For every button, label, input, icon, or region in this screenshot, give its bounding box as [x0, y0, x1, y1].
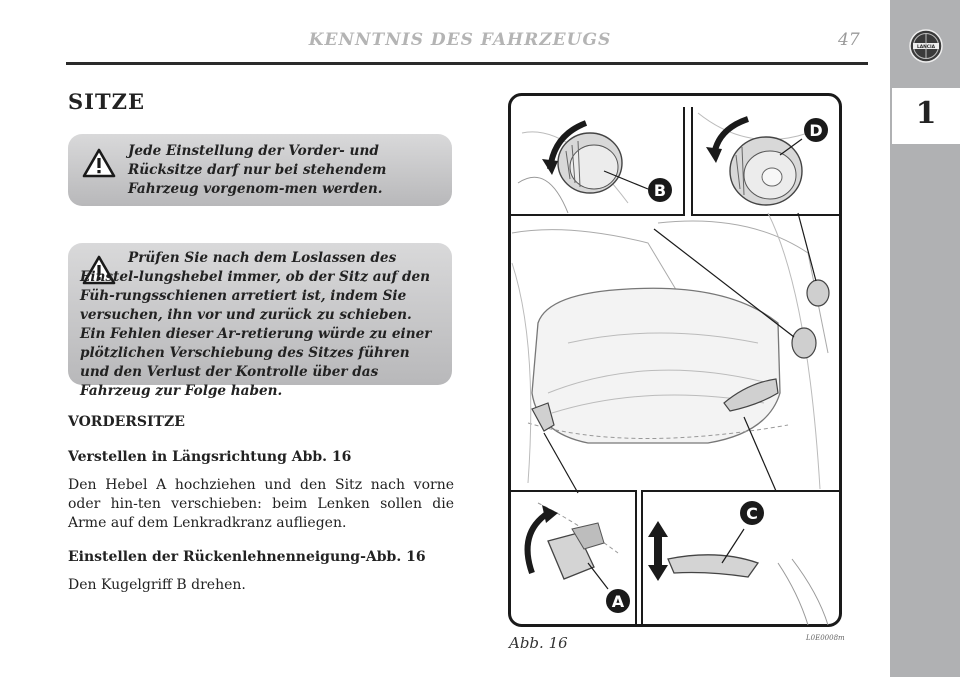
logo-text: LANCIA — [916, 45, 936, 50]
paragraph-length-adjust: Den Hebel A hochziehen und den Sitz nach vorne oder hin-ten verschieben: beim Lenken sollen die Arme auf dem Lenkradkranz aufliegen. — [68, 477, 454, 531]
section-title: SITZE — [68, 89, 145, 114]
warning-box — [68, 134, 452, 206]
callout-a-label: A — [611, 592, 625, 611]
paragraph-backrest: Den Kugelgriff B drehen. — [68, 577, 246, 593]
callout-c — [740, 501, 764, 525]
callout-d — [804, 118, 828, 142]
warning-box — [68, 243, 452, 399]
warning-text: Jede Einstellung der Vorder- und Rücksitze darf nur bei stehendem Fahrzeug vorgenom-men werden. — [128, 143, 387, 197]
callout-b-label: B — [653, 181, 667, 200]
seat-adjustment-figure — [508, 93, 842, 627]
callout-d-label: D — [809, 121, 823, 140]
warning-text: Prüfen Sie nach dem Loslassen des Einstel-lungshebel immer, ob der Sitz auf den Füh-rungsschienen arretiert ist, indem Sie versuchen, ihn vor und zurück zu schieben. Ein Fehlen dieser Ar-retierung würde zu einer plötzlichen Verschiebung des Sitzes führen und den Verlust der Kontrolle über das Fahrzeug zur Folge haben. — [80, 250, 432, 399]
subheading-length-adjust: Verstellen in Längsrichtung Abb. 16 — [68, 449, 352, 465]
callout-c-label: C — [746, 504, 758, 523]
figure-code: L0E0008m — [806, 634, 845, 642]
page-number: 47 — [838, 30, 860, 50]
subheading-backrest: Einstellen der Rückenlehnenneigung-Abb. 16 — [68, 549, 426, 565]
chapter-number: 1 — [915, 96, 937, 131]
warning-triangle-icon — [82, 148, 116, 178]
callout-b — [648, 178, 672, 202]
header-rule — [66, 62, 868, 65]
running-header-title: KENNTNIS DES FAHRZEUGS — [308, 30, 612, 50]
callout-a — [606, 589, 630, 613]
subheading-front-seats: VORDERSITZE — [68, 414, 185, 430]
lancia-logo-icon — [908, 28, 944, 64]
figure-caption: Abb. 16 — [509, 634, 568, 652]
